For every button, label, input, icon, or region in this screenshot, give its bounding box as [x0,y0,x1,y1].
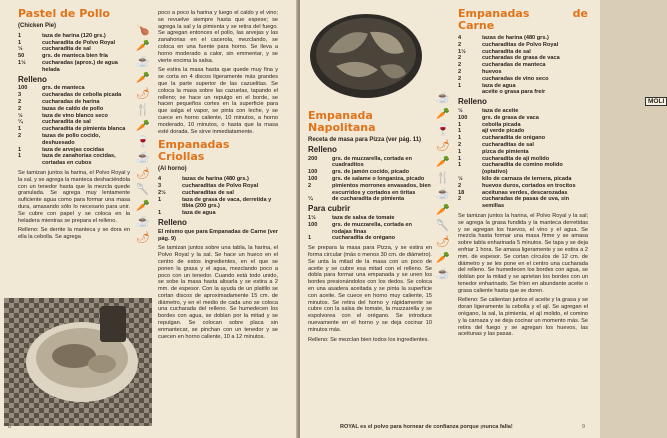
list-item: 1 cucharadita de orégano [458,135,546,142]
list-item: ½ cucharadita de sal [18,46,91,53]
list-item: 2½ cucharaditas de sal [158,189,234,196]
left-page-number: 8 [8,424,12,430]
cup-icon: ☕ [436,188,450,200]
pastel-continued-1: poco a poco la harina y luego el caldo y el vino; se revuelve siempre hasta que espese; se agrega la sal y la pimienta y se retira del fuego. Se agregan entonces el pollo, las arvejas y las zanahorias en el cacerola, mezclando, se coloca en una fuente para horno. Se lleva a horno moderado a calor, sin emmentar, y se vierte encima la salsa. [158,10,278,64]
list-item: ¼ de cucharadita de pimienta [308,196,405,203]
list-item: 2 tazas de caldo de pollo [18,105,104,112]
list-item: 2 tazas de pollo cocido, deshuesado [18,132,101,146]
icon-strip-left [136,24,150,248]
list-item: 2 cucharaditas de sal [458,141,534,148]
icon-strip-right [436,92,450,284]
criollas-relleno-note: El mismo que para Empanadas de Carne (ver pág. 9) [158,228,278,242]
carrot-icon: 🥕 [436,252,450,264]
list-item: 4 tazas de harina (480 grs.) [158,176,249,183]
napolitana-subtitle: Receta de masa para Pizza (ver pág. 11) [308,137,422,143]
carrot-icon: 🥕 [436,156,450,168]
carrot-icon: 🥕 [136,200,150,212]
list-item: 2 cucharadas de pasas de uva, sin semillas [458,196,570,210]
list-item: 2 huevos duros, cortados en trocitos [458,182,576,189]
list-item: 2 cucharaditas de Polvo Royal [458,41,559,48]
list-item: 2 pimientos morrones envasados, bien escurridos y cortados en tiritas [308,182,431,196]
list-item: 1½ taza de salsa de tomate [308,214,395,221]
list-item: 2 cucharadas de vino seco [458,75,549,82]
criollas-title: Empanadas Criollas [158,138,230,164]
list-item: 1 cucharadita de orégano [308,235,396,242]
carrot-icon: 🥕 [136,40,150,52]
footer-slogan: ROYAL es el polvo para hornear de confianza porque ¡nunca falla! [340,424,513,430]
right-page-number: 9 [582,424,586,430]
cup-icon: ☕ [136,56,150,68]
list-item: 100 grs. de muzzarella, cortada en rodajas finas [308,221,412,235]
napolitana-step-2: Relleno: Se mezclan bien todos los ingredientes. [308,336,429,343]
napolitana-cubrir-list [308,215,432,242]
spoon-icon: 🥄 [136,184,150,196]
list-item: 100 grs. de salame o longaniza, picado [308,175,425,182]
list-item: 200 grs. de muzzarella, cortada en cuadraditos [308,155,412,169]
pepper-icon: 🌶 [436,236,450,248]
left-page [0,0,298,438]
list-item: 50 grs. de manteca bien fría [18,53,108,60]
pastel-step-1: Se tamizan juntos la harina, el Polvo Royal y la sal, y se agrega la manteca deshaciéndola con un tenedor hasta que la mezcla quede granulada. Se agrega muy lentamente suficiente agua como para formar una masa dura, amasando sólo lo necesario para unir. Se cubre con papel y se coloca en la heladera mientras se prepara el relleno. [18,169,130,224]
chicken-leg-icon: 🍗 [136,24,150,36]
brand-logo: MOLI [645,97,667,106]
pastel-continued-2: Se estira la masa hasta que quede muy fina y se corta en 4 discos ligeramente más grandes que la parte superior de las cazuelitas. Se coloca la masa sobre las cazuelas, tapando el relleno; se hace un repulgo en el borde, se hacen pequeños cortes en la superficie para que salga el vapor, se pinta con leche, y se cuece en horno caliente, 10 minutos, a horno moderado, 10 minutos, o hasta que la masa esté dorada. Se sirve inmediatamente. [158,67,278,135]
list-item: 18 aceitunas verdes, descarozadas [458,189,568,196]
list-item: 1 taza de harina (120 grs.) [18,32,106,39]
criollas-step-1: Se tamizan juntos sobre una tabla, la harina, el Polvo Royal y la sal. Se hace un hueco en el centro de estos ingredientes, en el que se ponen la grasa y el agua, mezclando poco a poco con un tenedor. Cuando está todo unido, se sobe la masa hasta alisarla y se estira a 2 mm. de espesor. Con la ayuda de un platillo se cortan discos de aproximadamente 15 cm. de diámetro, y en el medio de cada uno se coloca una cucharada del relleno. Se humedecen los bordes con agua, se doblan por la mitad y se repulgan. Se colocan sobre placa sin enmantecar, se pinchan con un tenedor y se cuecen en horno caliente, 10 a 12 minutos. [158,245,278,340]
list-item: 100 grs. de jamón cocido, picado [308,169,410,176]
carne-ingredients [458,35,588,96]
list-item: 1 taza de agua [158,210,216,217]
wine-glass-icon: 🍷 [136,136,150,148]
list-item: 2 cucharadas de manteca [458,62,546,69]
carrot-icon: 🥕 [436,204,450,216]
pastel-subtitle: (Chicken Pie) [18,23,57,29]
napolitana-title: Empanada Napolitana [308,109,376,134]
cup-icon: ☕ [136,216,150,228]
carrot-icon: 🥕 [436,108,450,120]
list-item: 4 tazas de harina (480 grs.) [458,35,549,41]
criollas-subtitle: (Al horno) [158,166,187,173]
carrot-icon: 🥕 [136,72,150,84]
list-item: 1 pizca de pimienta [458,148,529,155]
carne-relleno-list [458,108,588,210]
list-item: 100 grs. de manteca [18,85,85,92]
list-item: 1 taza de arvejas cocidas [18,146,105,153]
list-item: aceite o grasa para freír [482,89,546,96]
pastel-relleno-list [18,85,130,167]
spoon-icon: 🥄 [436,220,450,232]
list-item: 1 cucharadita de ají molido [458,155,550,162]
list-item: 1 cebolla picada [458,121,521,128]
pastel-title: Pastel de Pollo [18,7,110,20]
cup-icon: ☕ [436,92,450,104]
list-item: 2 cucharadas de grasa de vaca [458,55,560,62]
criollas-column [158,10,278,343]
list-item: ¼ cucharadita de sal [18,119,91,126]
cup-icon: ☕ [136,152,150,164]
napolitana-cubrir-heading: Para cubrir [308,204,351,214]
list-item: 1½ cucharadita de sal [458,48,531,55]
fork-icon: 🍴 [136,104,150,116]
criollas-ingredients [158,176,278,217]
list-item: 3 cucharadas de cebolla picada [18,92,122,99]
napolitana-column [308,110,432,346]
pastel-step-2: Relleno: Se derrite la manteca y se dora en ella la cebolla. Se agrega [18,227,130,241]
pastel-ingredients [18,33,130,74]
pepper-icon: 🌶 [436,140,450,152]
pastel-relleno-heading: Relleno [18,74,47,84]
list-item: 1 cucharadita de Polvo Royal [18,39,116,46]
list-item: 1 taza de zanahorias cocidas, cortadas en cubos [18,153,116,167]
criollas-relleno-heading: Relleno [158,217,187,227]
bowl-photo [4,298,152,426]
carne-step-2: Relleno: Se calientan juntos el aceite y la grasa y se doran ligeramente la cebolla y el ají. Se agregan el orégano, la sal, la pimienta, el ají molido, el comino y la carnaza y se deja cocinar un momento más. Se retira del fuego y se agregan los huevos, las aceitunas y las pasas. [458,297,588,338]
napolitana-relleno-list [308,156,432,204]
napolitana-step-1: Se prepara la masa para Pizza, y se estira en forma circular (más o menos 30 cm. de diámetro). Se unta la mitad de la masa con un poco de aceite y se cubre esa mitad con el relleno. Se dobla para formar una empanada y se unen los bordes presionándolos con los dedos. Se coloca en una asadera aceitada y se pinta la superficie con aceite. Se cuece en horno muy caliente, 15 minutos. Se retira del horno y rápidamente se cubre con la salsa de tomate, la muzzarella y se espolvorea con el orégano. Se introduce nuevamente en el horno y se deja cocinar 10 minutos más. [308,245,432,333]
pepper-icon: 🌶 [136,88,150,100]
carne-step-1: Se tamizan juntos la harina, el Polvo Royal y la sal; se agrega la grasa fundida y la manteca derretidas y se agregan los huevos, el vino y el agua. Se mezcla hasta formar una masa firme y se amasa sobre tabla enharinada 5 minutos. Se tapa y se deja enfriar 1 hora. Se amasa ligeramente y se estira a 2 mm. de espesor. Se cortan círculos de 12 cm. de diámetro y se les pone en el centro una cucharada del relleno. Se humedecen los bordes con agua, se doblan por la mitad y se aprietan los bordes con un tenedor enharinado. Se fríen en abundante aceite o grasa caliente hasta que se doren. [458,212,588,294]
list-item: 2 cucharadas de harina [18,98,100,105]
fork-icon: 🍴 [436,172,450,184]
list-item: 3 cucharaditas de Polvo Royal [158,182,259,189]
carne-column [458,8,588,341]
cup-icon: ☕ [436,268,450,280]
carne-relleno-heading: Relleno [458,97,487,107]
napolitana-relleno-heading: Relleno [308,144,337,154]
list-item: 1 cucharadita de pimienta blanca [18,126,126,133]
list-item: ½ kilo de carnaza de ternera, picada [458,175,572,182]
pepper-icon: 🌶 [136,168,150,180]
pepper-icon: 🌶 [136,232,150,244]
list-item: 1 cucharadita de comino molido (optativo) [458,162,563,176]
empanadas-photo [306,8,424,100]
list-item: 1 taza de grasa de vaca, derretida y tibia (200 grs.) [158,196,272,210]
list-item: 100 grs. de grasa de vaca [458,114,539,121]
list-item: 1 taza de agua [458,82,516,89]
list-item: ½ taza de aceite [458,107,519,114]
pastel-column [18,8,130,244]
right-page [300,0,665,438]
carrot-icon: 🥕 [136,120,150,132]
list-item: 1 ají verde picado [458,128,525,135]
list-item: ½ taza de vino blanco seco [18,112,108,119]
wine-glass-icon: 🍷 [436,124,450,136]
list-item: 1½ cucharadas (aprox.) de agua helada [18,59,118,73]
list-item: 2 huevos [458,68,502,75]
carne-title: Empanadas de Carne [458,7,588,32]
